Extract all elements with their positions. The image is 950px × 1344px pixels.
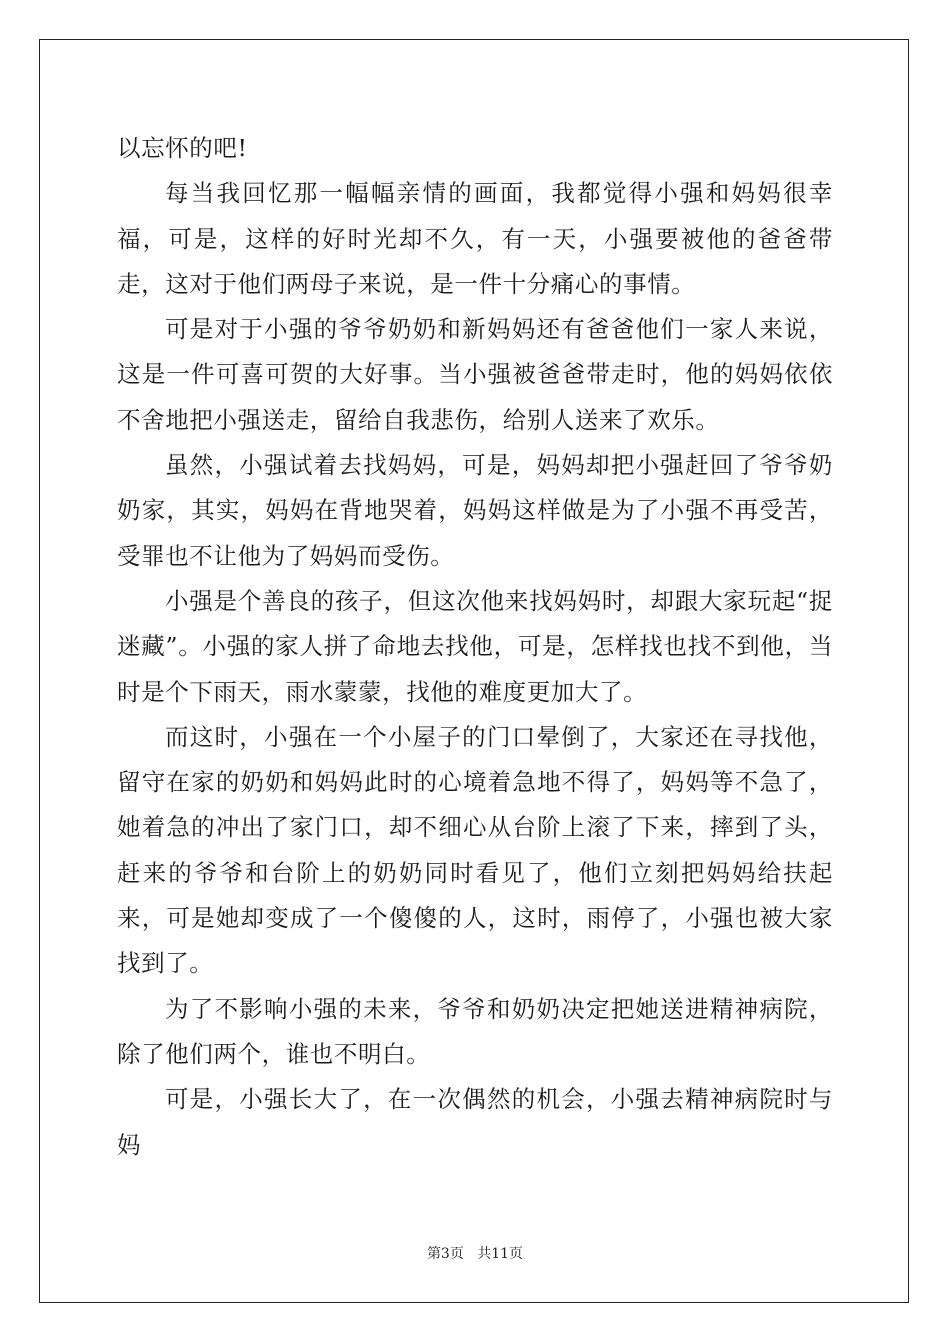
page-footer [0,1244,950,1264]
paragraph: 为了不影响小强的未来，爷爷和奶奶决定把她送进精神病院，除了他们两个，谁也不明白。 [117,994,833,1068]
page-number: 第3页 [426,1246,464,1262]
paragraph: 小强是个善良的孩子，但这次他来找妈妈时，却跟大家玩起“捉迷藏”。小强的家人拼了命地去找他，可是，怎样找也找不到他，当时是个下雨天，雨水蒙蒙，找他的难度更加大了。 [117,586,833,706]
paragraph: 而这时，小强在一个小屋子的门口晕倒了，大家还在寻找他，留守在家的奶奶和妈妈此时的心境着急地不得了，妈妈等不急了，她着急的冲出了家门口，却不细心从台阶上滚了下来，摔到了头，赶来的爷爷和台阶上的奶奶同时看见了，他们立刻把妈妈给扶起来，可是她却变成了一个傻傻的人，这时，雨停了，小强也被大家找到了。 [117,722,833,978]
page-total: 共11页 [477,1246,524,1262]
paragraph: 每当我回忆那一幅幅亲情的画面，我都觉得小强和妈妈很幸福，可是，这样的好时光却不久，有一天，小强要被他的爸爸带走，这对于他们两母子来说，是一件十分痛心的事情。 [117,179,833,298]
document-body [117,126,833,1168]
paragraph-continuation: 以忘怀的吧! [117,134,248,162]
paragraph: 虽然，小强试着去找妈妈，可是，妈妈却把小强赶回了爷爷奶奶家，其实，妈妈在背地哭着，妈妈这样做是为了小强不再受苦，受罪也不让他为了妈妈而受伤。 [117,451,833,570]
paragraph: 可是，小强长大了，在一次偶然的机会，小强去精神病院时与妈 [117,1085,833,1159]
paragraph: 可是对于小强的爷爷奶奶和新妈妈还有爸爸他们一家人来说，这是一件可喜可贺的大好事。当小强被爸爸带走时，他的妈妈依依不舍地把小强送走，留给自我悲伤，给别人送来了欢乐。 [117,315,833,434]
